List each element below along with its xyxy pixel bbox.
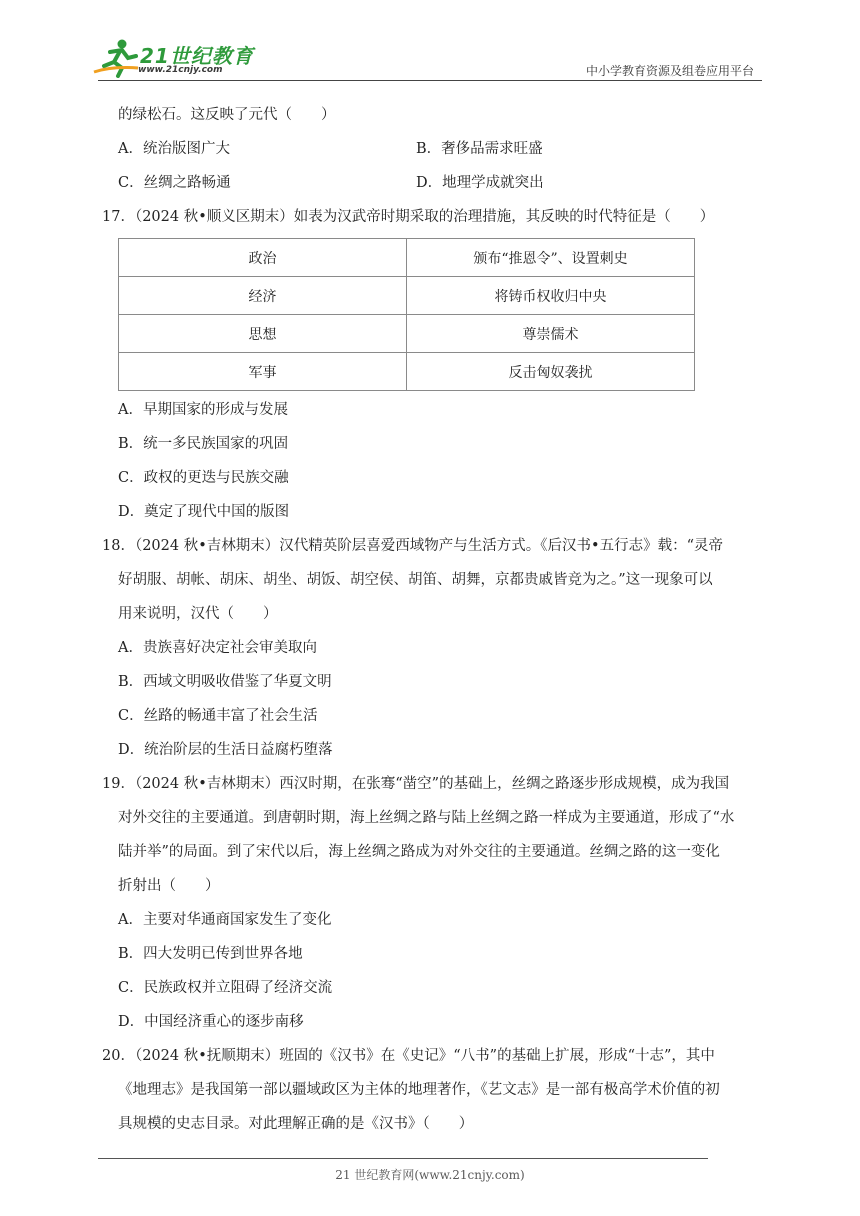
q20-stem-line-3: 具规模的史志目录。对此理解正确的是《汉书》（ ） [118, 1116, 474, 1132]
table-cell: 反击匈奴袭扰 [407, 353, 695, 391]
table-row [119, 353, 695, 391]
q16-option-a[interactable]: A．统治版图广大 [118, 141, 230, 157]
table-cell: 尊崇儒术 [407, 315, 695, 353]
q17-option-b[interactable]: B．统一多民族国家的巩固 [118, 436, 289, 452]
q19-stem-line-2: 对外交往的主要通道。到唐朝时期，海上丝绸之路与陆上丝绸之路一样成为主要通道，形成了“水 [118, 810, 735, 826]
q16-option-c[interactable]: C．丝绸之路畅通 [118, 175, 231, 191]
table-cell: 颁布“推恩令”、设置刺史 [407, 239, 695, 277]
footer-divider [98, 1158, 708, 1159]
logo-url: www.21cnjy.com [138, 65, 223, 75]
q19-option-c[interactable]: C．民族政权并立阻碍了经济交流 [118, 980, 333, 996]
q18-option-b[interactable]: B．西域文明吸收借鉴了华夏文明 [118, 674, 332, 690]
q17-stem: 17．（2024 秋•顺义区期末）如表为汉武帝时期采取的治理措施，其反映的时代特征是（ ） [102, 209, 715, 225]
q19-option-b[interactable]: B．四大发明已传到世界各地 [118, 946, 303, 962]
q18-option-c[interactable]: C．丝路的畅通丰富了社会生活 [118, 708, 318, 724]
q19-stem-line-1: 19．（2024 秋•吉林期末）西汉时期，在张骞“凿空”的基础上，丝绸之路逐步形成规模，成为我国 [102, 776, 730, 792]
q16-option-d[interactable]: D．地理学成就突出 [416, 175, 544, 191]
table-row [119, 315, 695, 353]
q17-option-c[interactable]: C．政权的更迭与民族交融 [118, 470, 289, 486]
header-divider [98, 80, 762, 81]
logo [92, 38, 262, 78]
q17-option-d[interactable]: D．奠定了现代中国的版图 [118, 504, 290, 520]
page-header [0, 0, 860, 84]
q16-options-row-1 [118, 136, 762, 170]
q20-stem-line-2: 《地理志》是我国第一部以疆域政区为主体的地理著作，《艺文志》是一部有极高学术价值的初 [118, 1082, 720, 1098]
q20-stem-line-1: 20．（2024 秋•抚顺期末）班固的《汉书》在《史记》“八书”的基础上扩展，形成“十志”，其中 [102, 1048, 715, 1064]
q19-option-d[interactable]: D．中国经济重心的逐步南移 [118, 1014, 304, 1030]
page-footer: 21 世纪教育网(www.21cnjy.com) [335, 1168, 525, 1182]
q18-option-d[interactable]: D．统治阶层的生活日益腐朽堕落 [118, 742, 333, 758]
q18-stem-line-2: 好胡服、胡帐、胡床、胡坐、胡饭、胡空侯、胡笛、胡舞，京都贵戚皆竞为之。”这一现象可以 [118, 572, 713, 588]
q16-options-row-2 [118, 170, 762, 204]
table-cell: 军事 [119, 353, 407, 391]
platform-title: 中小学教育资源及组卷应用平台 [585, 64, 754, 78]
q19-stem-line-4: 折射出（ ） [118, 878, 220, 894]
q19-option-a[interactable]: A．主要对华通商国家发生了变化 [118, 912, 332, 928]
q17-measures-table [118, 238, 695, 391]
table-cell: 思想 [119, 315, 407, 353]
q16-stem-tail: 的绿松石。这反映了元代（ ） [118, 107, 336, 123]
q16-option-b[interactable]: B．奢侈品需求旺盛 [416, 141, 543, 157]
question-content [102, 102, 762, 1145]
runner-logo-icon [92, 38, 142, 78]
q18-stem-line-1: 18．（2024 秋•吉林期末）汉代精英阶层喜爱西域物产与生活方式。《后汉书•五行志》载：“灵帝 [102, 538, 723, 554]
table-cell: 经济 [119, 277, 407, 315]
q18-option-a[interactable]: A．贵族喜好决定社会审美取向 [118, 640, 317, 656]
q18-stem-line-3: 用来说明，汉代（ ） [118, 606, 278, 622]
q19-stem-line-3: 陆并举”的局面。到了宋代以后，海上丝绸之路成为对外交往的主要通道。丝绸之路的这一变化 [118, 844, 720, 860]
logo-text: 21世纪教育 [140, 44, 254, 68]
table-row [119, 239, 695, 277]
table-cell: 政治 [119, 239, 407, 277]
q17-option-a[interactable]: A．早期国家的形成与发展 [118, 402, 288, 418]
table-row [119, 277, 695, 315]
table-cell: 将铸币权收归中央 [407, 277, 695, 315]
